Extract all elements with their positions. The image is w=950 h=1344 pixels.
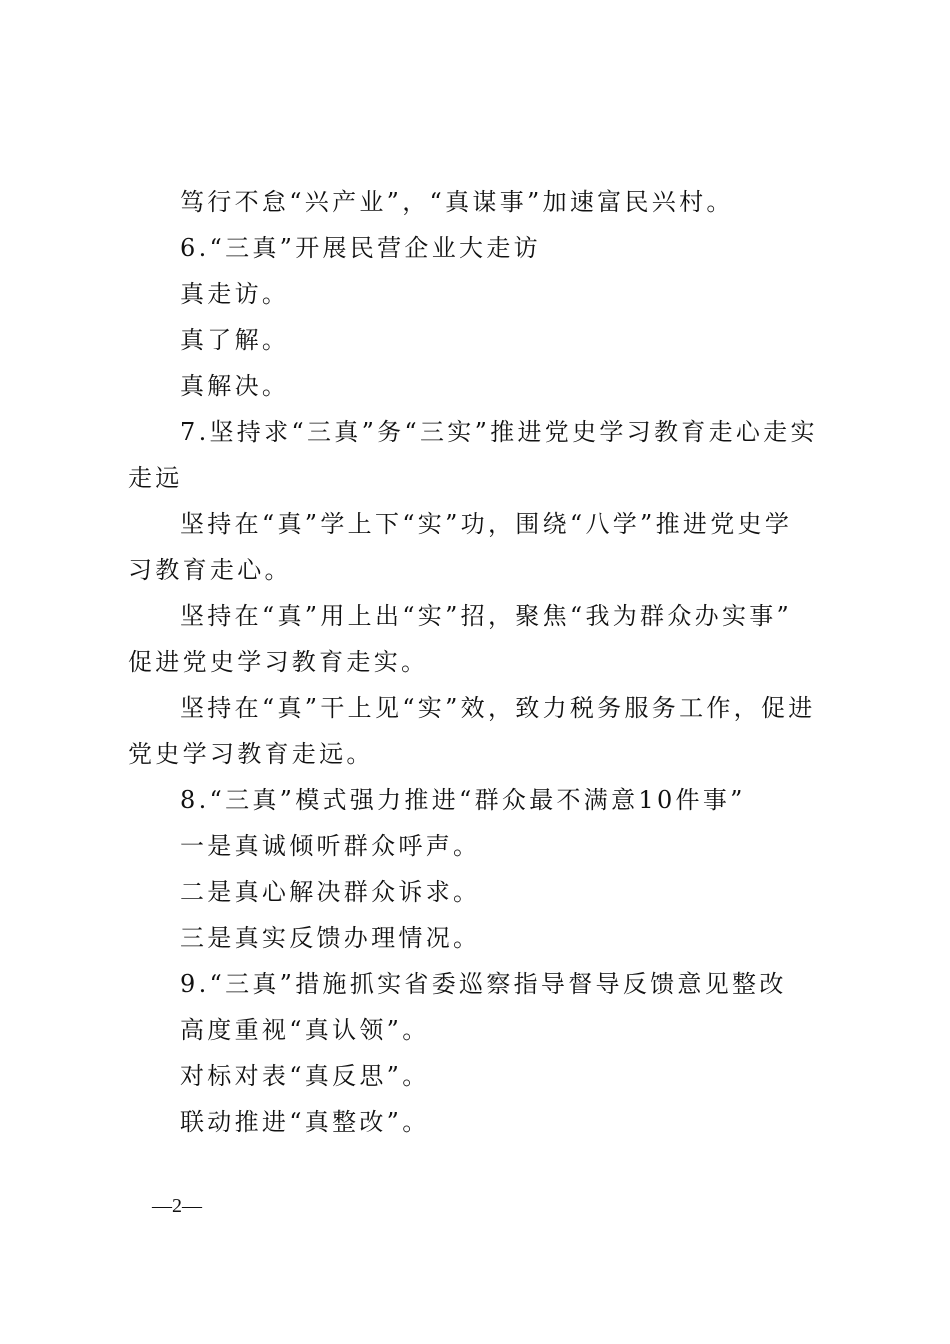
section-heading-7-continuation: 走远 [128,464,183,492]
list-item: 高度重视“真认领”。 [180,1016,430,1044]
paragraph-line: 促进党史学习教育走实。 [128,648,429,676]
list-item: 真走访。 [180,280,290,308]
list-item: 二是真心解决群众诉求。 [180,878,481,906]
paragraph-line: 笃行不怠“兴产业”，“真谋事”加速富民兴村。 [180,188,734,216]
section-heading-7: 7.坚持求“三真”务“三实”推进党史学习教育走心走实 [180,418,818,446]
section-heading-9: 9.“三真”措施抓实省委巡察指导督导反馈意见整改 [180,970,787,998]
paragraph-line: 坚持在“真”干上见“实”效，致力税务服务工作，促进 [180,694,816,722]
page-number: —2— [152,1195,202,1217]
list-item: 联动推进“真整改”。 [180,1108,430,1136]
section-heading-8: 8.“三真”模式强力推进“群众最不满意10件事” [180,786,746,814]
paragraph-line: 习教育走心。 [128,556,292,584]
list-item: 一是真诚倾听群众呼声。 [180,832,481,860]
paragraph-line: 坚持在“真”用上出“实”招，聚焦“我为群众办实事” [180,602,793,630]
list-item: 真解决。 [180,372,290,400]
paragraph-line: 党史学习教育走远。 [128,740,374,768]
list-item: 对标对表“真反思”。 [180,1062,430,1090]
section-heading-6: 6.“三真”开展民营企业大走访 [180,234,541,262]
list-item: 三是真实反馈办理情况。 [180,924,481,952]
paragraph-line: 坚持在“真”学上下“实”功，围绕“八学”推进党史学 [180,510,793,538]
list-item: 真了解。 [180,326,290,354]
